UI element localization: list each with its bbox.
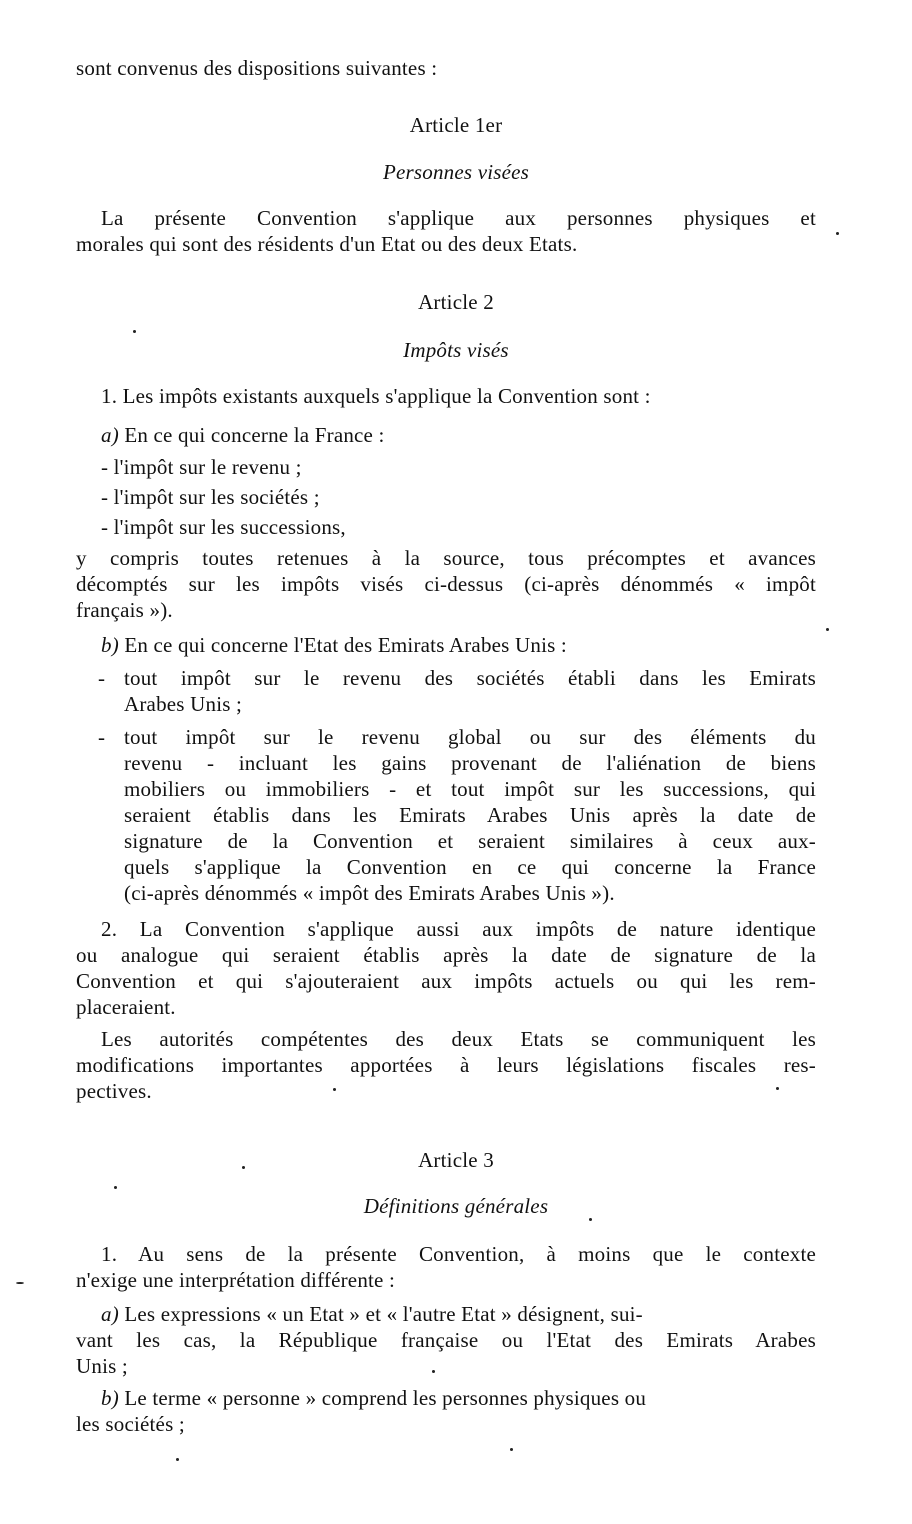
scan-speck <box>133 330 136 333</box>
article-2-p2-line-1: 2. La Convention s'applique aussi aux impôts de nature identique <box>101 917 816 941</box>
article-1-line-2: morales qui sont des résidents d'un Etat ou des deux Etats. <box>76 232 578 256</box>
article-2-a-item-1: - l'impôt sur le revenu ; <box>101 455 302 479</box>
article-2-b-item-1-line-2: Arabes Unis ; <box>124 692 243 716</box>
article-2-b-text: En ce qui concerne l'Etat des Emirats Arabes Unis : <box>124 633 567 657</box>
article-3-b-line-1 <box>101 1386 816 1410</box>
scan-speck <box>589 1218 592 1221</box>
article-2-b <box>101 633 816 657</box>
article-3-a-line-3: Unis ; <box>76 1354 128 1378</box>
article-3-title: Article 3 <box>418 1148 494 1172</box>
scan-speck <box>16 1282 24 1284</box>
article-2-a-tail-3: français »). <box>76 598 173 622</box>
scan-speck <box>333 1088 336 1091</box>
article-2-b-item-2-line-6: quels s'applique la Convention en ce qui concerne la France <box>124 855 816 879</box>
article-2-a-tail-1: y compris toutes retenues à la source, tous précomptes et avances <box>76 546 816 570</box>
scan-speck <box>114 1186 117 1189</box>
article-2-a-label: a) <box>101 423 119 447</box>
article-1-title: Article 1er <box>409 113 503 137</box>
article-3-p1-line-1: 1. Au sens de la présente Convention, à moins que le contexte <box>101 1242 816 1266</box>
article-2-a-tail-2: décomptés sur les impôts visés ci-dessus (ci-après dénommés « impôt <box>76 572 816 596</box>
article-2-b-item-2-dash: - <box>98 725 106 749</box>
scan-speck <box>242 1166 245 1169</box>
article-3-a-line-1 <box>101 1302 816 1326</box>
article-3-a-label: a) <box>101 1302 119 1326</box>
scan-speck <box>510 1448 513 1451</box>
article-1-subtitle: Personnes visées <box>382 160 530 184</box>
scan-speck <box>776 1087 779 1090</box>
article-3-b-line-2: les sociétés ; <box>76 1412 185 1436</box>
article-1-line-1: La présente Convention s'applique aux personnes physiques et <box>101 206 816 230</box>
article-2-b-label: b) <box>101 633 119 657</box>
article-3-p1-line-2: n'exige une interprétation différente : <box>76 1268 396 1292</box>
article-2-b-item-2-line-3: mobiliers ou immobiliers - et tout impôt sur les successions, qui <box>124 777 816 801</box>
article-2-a-item-3: - l'impôt sur les successions, <box>101 515 346 539</box>
article-2-p1: 1. Les impôts existants auxquels s'applique la Convention sont : <box>101 384 651 408</box>
article-2-title: Article 2 <box>418 290 494 314</box>
article-2-subtitle: Impôts visés <box>403 338 509 362</box>
scan-speck <box>836 232 839 235</box>
article-3-subtitle: Définitions générales <box>363 1194 549 1218</box>
article-3-a-line-2: vant les cas, la République française ou l'Etat des Emirats Arabes <box>76 1328 816 1352</box>
article-2-b-item-2-line-5: signature de la Convention et seraient similaires à ceux aux- <box>124 829 816 853</box>
article-2-b-item-2-line-1: tout impôt sur le revenu global ou sur des éléments du <box>124 725 816 749</box>
article-3-b-label: b) <box>101 1386 119 1410</box>
article-2-b-item-2-line-4: seraient établis dans les Emirats Arabes Unis après la date de <box>124 803 816 827</box>
scan-speck <box>432 1370 435 1373</box>
article-2-p2-line-2: ou analogue qui seraient établis après la date de signature de la <box>76 943 816 967</box>
article-2-p2-line-4: placeraient. <box>76 995 176 1019</box>
article-2-a-text: En ce qui concerne la France : <box>124 423 385 447</box>
intro-line: sont convenus des dispositions suivantes : <box>76 56 438 80</box>
article-2-p3-line-1: Les autorités compétentes des deux Etats se communiquent les <box>101 1027 816 1051</box>
article-2-b-item-1-dash: - <box>98 666 106 690</box>
scan-speck <box>826 628 829 631</box>
article-3-a-text: Les expressions « un Etat » et « l'autre Etat » désignent, sui- <box>124 1302 643 1326</box>
article-2-b-item-1-line-1: tout impôt sur le revenu des sociétés établi dans les Emirats <box>124 666 816 690</box>
article-2-p3-line-3: pectives. <box>76 1079 152 1103</box>
article-2-b-item-2-line-2: revenu - incluant les gains provenant de l'aliénation de biens <box>124 751 816 775</box>
article-2-a-item-2: - l'impôt sur les sociétés ; <box>101 485 320 509</box>
article-2-a <box>101 423 816 447</box>
article-2-p3-line-2: modifications importantes apportées à leurs législations fiscales res- <box>76 1053 816 1077</box>
article-2-p2-line-3: Convention et qui s'ajouteraient aux impôts actuels ou qui les rem- <box>76 969 816 993</box>
article-2-b-item-2-line-7: (ci-après dénommés « impôt des Emirats Arabes Unis »). <box>124 881 615 905</box>
article-3-b-text: Le terme « personne » comprend les personnes physiques ou <box>124 1386 647 1410</box>
scan-speck <box>176 1458 179 1461</box>
